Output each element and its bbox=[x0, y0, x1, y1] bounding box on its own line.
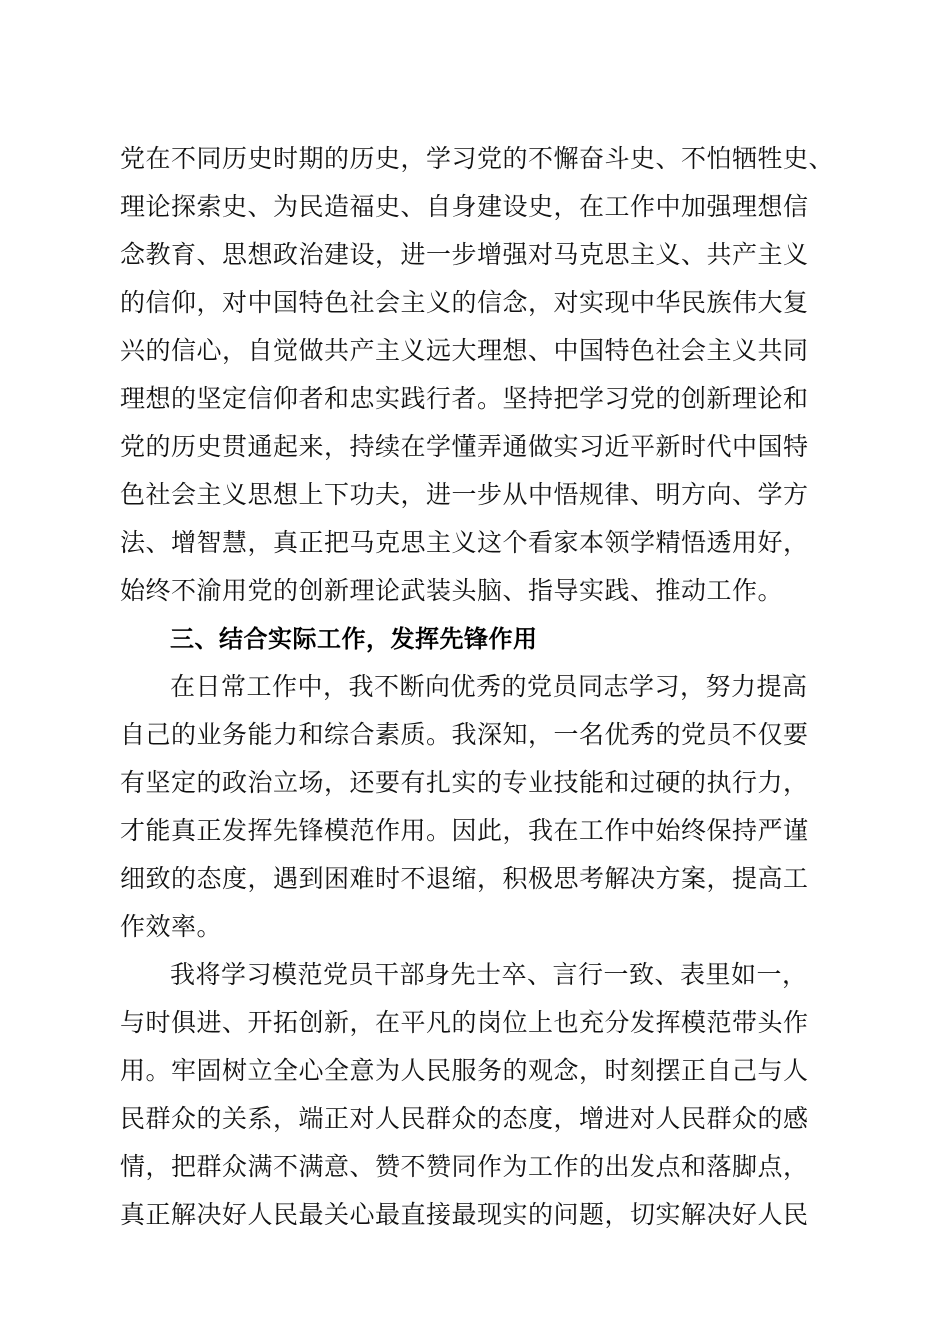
text-line: 兴的信心，自觉做共产主义远大理想、中国特色社会主义共同 bbox=[120, 336, 809, 365]
text-line: 念教育、思想政治建设，进一步增强对马克思主义、共产主义 bbox=[120, 240, 809, 269]
text-line: 党在不同历史时期的历史，学习党的不懈奋斗史、不怕牺牲史、 bbox=[120, 144, 835, 173]
text-line: 真正解决好人民最关心最直接最现实的问题，切实解决好人民 bbox=[120, 1200, 809, 1229]
section-heading: 三、结合实际工作，发挥先锋作用 bbox=[170, 625, 538, 653]
text-line: 我将学习模范党员干部身先士卒、言行一致、表里如一， bbox=[170, 960, 808, 989]
text-line: 与时俱进、开拓创新，在平凡的岗位上也充分发挥模范带头作 bbox=[120, 1008, 809, 1037]
text-line: 民群众的关系，端正对人民群众的态度，增进对人民群众的感 bbox=[120, 1104, 809, 1133]
text-line: 有坚定的政治立场，还要有扎实的专业技能和过硬的执行力， bbox=[120, 768, 809, 797]
text-line: 始终不渝用党的创新理论武装头脑、指导实践、推动工作。 bbox=[120, 576, 784, 605]
text-line: 自己的业务能力和综合素质。我深知，一名优秀的党员不仅要 bbox=[120, 720, 809, 749]
text-line: 用。牢固树立全心全意为人民服务的观念，时刻摆正自己与人 bbox=[120, 1056, 809, 1085]
text-line: 在日常工作中，我不断向优秀的党员同志学习，努力提高 bbox=[170, 672, 808, 701]
text-line: 的信仰，对中国特色社会主义的信念，对实现中华民族伟大复 bbox=[120, 288, 809, 317]
text-line: 作效率。 bbox=[120, 912, 223, 941]
text-line: 党的历史贯通起来，持续在学懂弄通做实习近平新时代中国特 bbox=[120, 432, 809, 461]
text-line: 情，把群众满不满意、赞不赞同作为工作的出发点和落脚点， bbox=[120, 1152, 809, 1181]
text-line: 法、增智慧，真正把马克思主义这个看家本领学精悟透用好， bbox=[120, 528, 809, 557]
text-line: 才能真正发挥先锋模范作用。因此，我在工作中始终保持严谨 bbox=[120, 816, 809, 845]
text-line: 细致的态度，遇到困难时不退缩，积极思考解决方案，提高工 bbox=[120, 864, 809, 893]
text-line: 理想的坚定信仰者和忠实践行者。坚持把学习党的创新理论和 bbox=[120, 384, 809, 413]
text-line: 色社会主义思想上下功夫，进一步从中悟规律、明方向、学方 bbox=[120, 480, 809, 509]
text-line: 理论探索史、为民造福史、自身建设史，在工作中加强理想信 bbox=[120, 192, 809, 221]
